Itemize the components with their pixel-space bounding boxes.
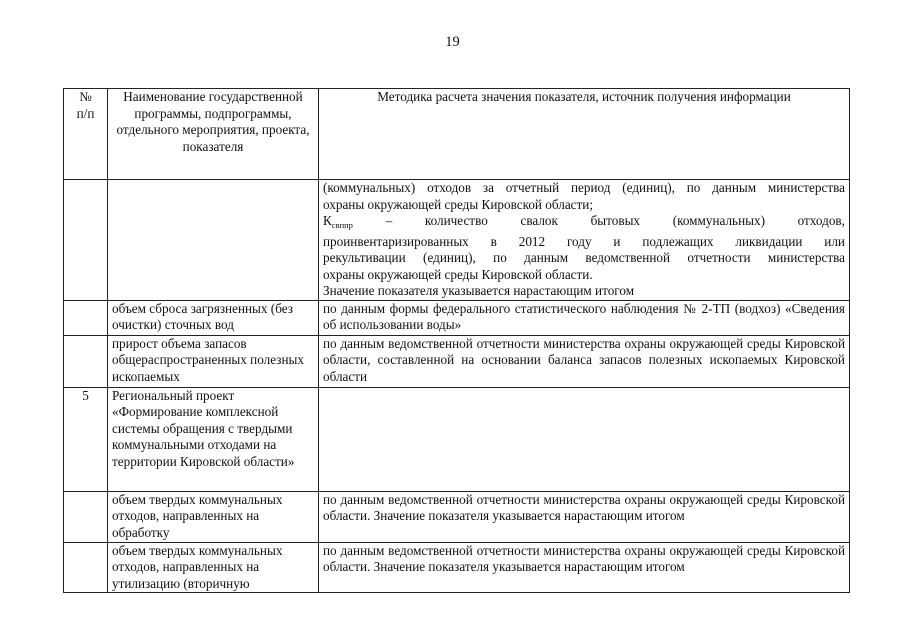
method-line: проинвентаризированных в 2012 году и подлежащих ликвидации или xyxy=(323,233,845,249)
formula-word: – xyxy=(385,213,393,228)
formula-word: бытовых xyxy=(590,213,641,228)
formula-symbol: К xyxy=(323,213,332,228)
formula-word: (коммунальных) xyxy=(672,213,765,228)
row-method: по данным ведомственной отчетности министерства охраны окружающей среды Кировской области, составленной на основании баланса запасов полезных ископаемых Кировской области xyxy=(319,335,850,387)
method-line: охраны окружающей среды Кировской области; xyxy=(323,196,594,212)
method-line: охраны окружающей среды Кировской области. xyxy=(323,266,593,282)
row-method xyxy=(319,387,850,491)
row-name: объем твердых коммунальных отходов, направленных на утилизацию (вторичную xyxy=(108,542,319,593)
row-name: объем сброса загрязненных (без очистки) сточных вод xyxy=(108,300,319,335)
header-method-text: Методика расчета значения показателя, источник получения информации xyxy=(377,89,791,104)
table-row xyxy=(64,180,850,301)
row-method: по данным формы федерального статистического наблюдения № 2-ТП (водхоз) «Сведения об использовании воды» xyxy=(319,300,850,335)
formula-word: количество xyxy=(424,213,488,228)
row-num: 5 xyxy=(64,387,108,491)
table-header-row xyxy=(64,89,850,180)
row-num xyxy=(64,491,108,542)
method-line: рекультивации (единиц), по данным ведомственной отчетности министерства xyxy=(323,250,845,265)
table-row xyxy=(64,491,850,542)
row-name: Региональный проект «Формирование комплексной системы обращения с твердыми коммунальными отходами на территории Кировской области» xyxy=(108,387,319,491)
table-row xyxy=(64,335,850,387)
row-num xyxy=(64,180,108,301)
indicator-table xyxy=(63,88,850,593)
table-row xyxy=(64,300,850,335)
row-num xyxy=(64,542,108,593)
formula-word: свалок xyxy=(520,213,558,228)
table-row xyxy=(64,542,850,593)
formula-line xyxy=(323,213,845,234)
row-method xyxy=(319,180,850,301)
table-row xyxy=(64,387,850,491)
row-num xyxy=(64,300,108,335)
header-method xyxy=(319,89,850,180)
formula-symbol-group xyxy=(323,213,353,234)
page-number: 19 xyxy=(445,34,460,50)
row-name: прирост объема запасов общераспространенных полезных ископаемых xyxy=(108,335,319,387)
header-name-text: Наименование государственной программы, подпрограммы, отдельного мероприятия, проекта, показателя xyxy=(116,89,310,154)
method-line: Значение показателя указывается нарастающим итогом xyxy=(323,283,635,298)
row-name xyxy=(108,180,319,301)
row-method: по данным ведомственной отчетности министерства охраны окружающей среды Кировской области. Значение показателя указывается нарастающим итогом xyxy=(319,542,850,593)
formula-word: отходов, xyxy=(797,213,845,228)
formula-subscript: свппр xyxy=(331,220,353,230)
header-name xyxy=(108,89,319,180)
row-name: объем твердых коммунальных отходов, направленных на обработку xyxy=(108,491,319,542)
method-line: (коммунальных) отходов за отчетный период (единиц), по данным министерства xyxy=(323,180,845,195)
header-num-text: № п/п xyxy=(76,89,95,121)
row-method: по данным ведомственной отчетности министерства охраны окружающей среды Кировской области. Значение показателя указывается нарастающим итогом xyxy=(319,491,850,542)
row-num xyxy=(64,335,108,387)
header-num xyxy=(64,89,108,180)
